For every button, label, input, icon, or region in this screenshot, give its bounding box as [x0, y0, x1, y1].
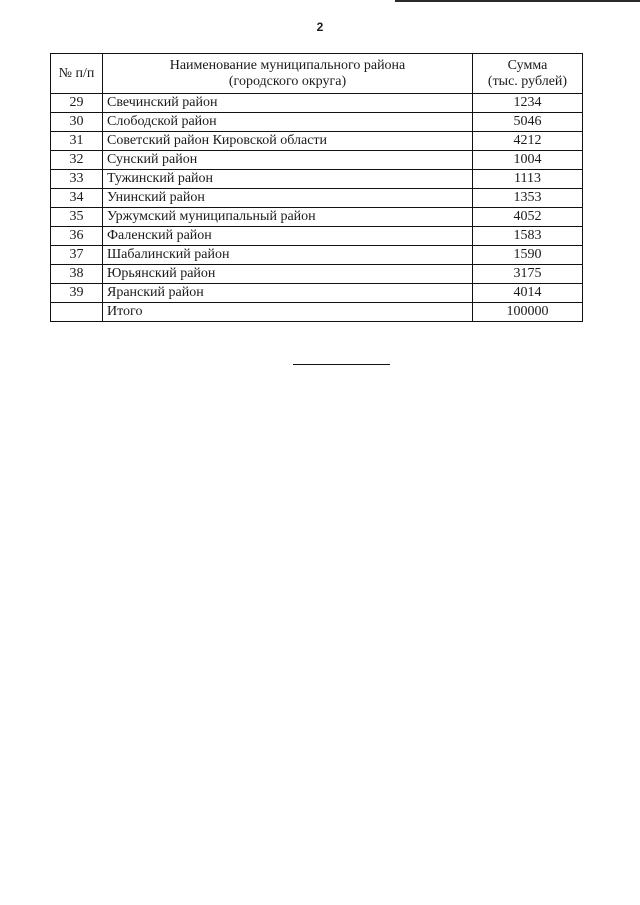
total-number	[51, 303, 103, 322]
row-amount: 1113	[473, 170, 583, 189]
row-number: 36	[51, 227, 103, 246]
row-amount: 3175	[473, 265, 583, 284]
row-number: 39	[51, 284, 103, 303]
total-amount: 100000	[473, 303, 583, 322]
row-amount: 1234	[473, 94, 583, 113]
row-district-name: Тужинский район	[103, 170, 473, 189]
row-district-name: Фаленский район	[103, 227, 473, 246]
total-label: Итого	[103, 303, 473, 322]
header-amount-line1: Сумма	[507, 57, 548, 73]
top-edge-rule	[395, 0, 640, 2]
header-district-name-line2: (городского округа)	[228, 73, 347, 89]
row-number: 31	[51, 132, 103, 151]
row-number: 33	[51, 170, 103, 189]
row-district-name: Унинский район	[103, 189, 473, 208]
row-number: 30	[51, 113, 103, 132]
row-amount: 4014	[473, 284, 583, 303]
table-row	[51, 246, 583, 265]
row-district-name: Шабалинский район	[103, 246, 473, 265]
header-district-name-line1: Наименование муниципального района	[169, 57, 406, 73]
table-row	[51, 132, 583, 151]
table-row	[51, 189, 583, 208]
row-district-name: Сунский район	[103, 151, 473, 170]
table-row	[51, 265, 583, 284]
table-header-row	[51, 54, 583, 94]
table-row	[51, 94, 583, 113]
header-amount	[473, 54, 583, 94]
row-amount: 4212	[473, 132, 583, 151]
row-number: 35	[51, 208, 103, 227]
row-number: 37	[51, 246, 103, 265]
row-district-name: Яранский район	[103, 284, 473, 303]
allocation-table	[50, 53, 583, 322]
row-amount: 1004	[473, 151, 583, 170]
row-amount: 1353	[473, 189, 583, 208]
row-amount: 5046	[473, 113, 583, 132]
table-row	[51, 113, 583, 132]
table-row	[51, 151, 583, 170]
row-number: 32	[51, 151, 103, 170]
row-amount: 1583	[473, 227, 583, 246]
row-district-name: Юрьянский район	[103, 265, 473, 284]
table-total-row	[51, 303, 583, 322]
table-row	[51, 208, 583, 227]
table-row	[51, 170, 583, 189]
row-district-name: Советский район Кировской области	[103, 132, 473, 151]
table-row	[51, 227, 583, 246]
header-district-name	[103, 54, 473, 94]
row-number: 34	[51, 189, 103, 208]
row-amount: 1590	[473, 246, 583, 265]
table-row	[51, 284, 583, 303]
page-number: 2	[316, 20, 324, 34]
row-district-name: Уржумский муниципальный район	[103, 208, 473, 227]
end-of-document-rule	[293, 364, 390, 365]
header-number: № п/п	[51, 54, 103, 94]
row-district-name: Свечинский район	[103, 94, 473, 113]
header-amount-line2: (тыс. рублей)	[487, 73, 568, 89]
row-number: 29	[51, 94, 103, 113]
row-district-name: Слободской район	[103, 113, 473, 132]
row-number: 38	[51, 265, 103, 284]
row-amount: 4052	[473, 208, 583, 227]
